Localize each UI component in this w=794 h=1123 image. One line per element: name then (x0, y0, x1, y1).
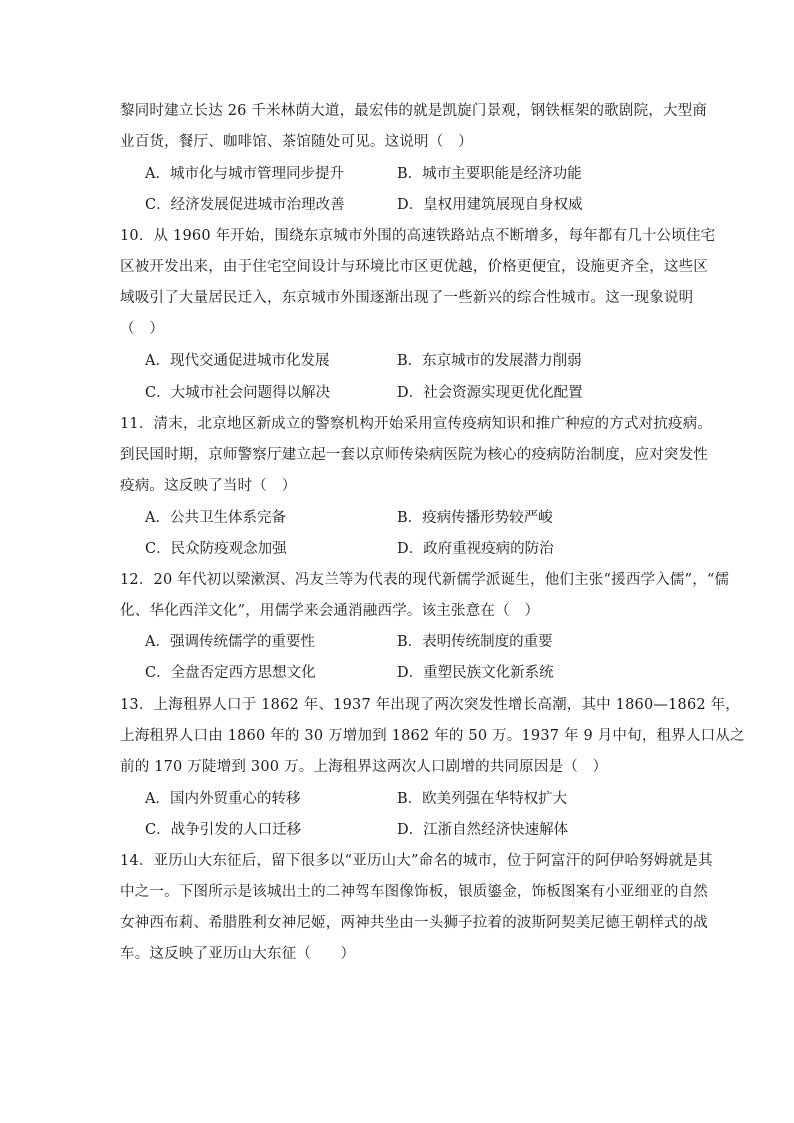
q10-stem-line: 区被开发出来，由于住宅空间设计与环境比市区更优越，价格更便宜，设施更齐全，这些区 (120, 259, 708, 275)
q11-stem-line: 11．清末，北京地区新成立的警察机构开始采用宣传疫病知识和推广种痘的方式对抗疫病。 (120, 416, 713, 432)
q11-option-a[interactable]: A．公共卫生体系完备 (145, 510, 286, 526)
q11-option-d[interactable]: D．政府重视疫病的防治 (397, 541, 554, 557)
q12-option-d[interactable]: D．重塑民族文化新系统 (397, 665, 554, 681)
q14-stem-line: 车。这反映了亚历山大东征（ ） (120, 946, 356, 962)
q10-option-b[interactable]: B．东京城市的发展潜力削弱 (397, 353, 582, 369)
q14-stem-line: 女神西布莉、希腊胜利女神尼姬，两神共坐由一头狮子拉着的波斯阿契美尼德王朝样式的战 (120, 915, 708, 931)
q10-option-d[interactable]: D．社会资源实现更优化配置 (397, 385, 583, 401)
q13-option-a[interactable]: A．国内外贸重心的转移 (145, 791, 301, 807)
q12-option-b[interactable]: B．表明传统制度的重要 (397, 634, 553, 650)
q13-stem-line: 13．上海租界人口于 1862 年、1937 年出现了两次突发性增长高潮，其中 1860—1862 年， (120, 697, 740, 713)
q10-option-a[interactable]: A．现代交通促进城市化发展 (145, 353, 330, 369)
q9-stem-line: 黎同时建立长达 26 千米林荫大道，最宏伟的就是凯旋门景观，钢铁框架的歌剧院，大型商 (120, 103, 708, 119)
q9-option-b[interactable]: B．城市主要职能是经济功能 (397, 166, 582, 182)
q11-option-b[interactable]: B．疫病传播形势较严峻 (397, 510, 553, 526)
q13-option-b[interactable]: B．欧美列强在华特权扩大 (397, 791, 568, 807)
q12-option-c[interactable]: C．全盘否定西方思想文化 (145, 665, 316, 681)
q13-stem-line: 上海租界人口由 1860 年的 30 万增加到 1862 年的 50 万。1937 年 9 月中旬，租界人口从之 (120, 728, 745, 744)
q13-stem-line: 前的 170 万陡增到 300 万。上海租界这两次人口剧增的共同原因是（ ） (120, 759, 608, 775)
q11-stem-line: 到民国时期，京师警察厅建立起一套以京师传染病医院为核心的疫病防治制度，应对突发性 (120, 447, 708, 463)
q12-stem-line: 12．20 年代初以梁漱溟、冯友兰等为代表的现代新儒学派诞生，他们主张“援西学入儒”，“儒 (120, 572, 730, 588)
q9-option-a[interactable]: A．城市化与城市管理同步提升 (145, 166, 344, 182)
q9-option-d[interactable]: D．皇权用建筑展现自身权威 (397, 197, 583, 213)
q9-stem-line: 业百货，餐厅、咖啡馆、茶馆随处可见。这说明（ ） (120, 134, 473, 150)
q10-stem-line: （ ） (120, 321, 165, 337)
q10-stem-line: 10．从 1960 年开始，围绕东京城市外围的高速铁路站点不断增多，每年都有几十公顷住宅 (120, 228, 716, 244)
q11-option-c[interactable]: C．民众防疫观念加强 (145, 541, 287, 557)
q13-option-c[interactable]: C．战争引发的人口迁移 (145, 822, 302, 838)
q14-stem-line: 14．亚历山大东征后，留下很多以“亚历山大”命名的城市，位于阿富汗的阿伊哈努姆就是其 (120, 853, 713, 869)
q11-stem-line: 疫病。这反映了当时（ ） (120, 478, 297, 494)
q12-stem-line: 化、华化西洋文化”，用儒学来会通消融西学。该主张意在（ ） (120, 603, 540, 619)
q10-stem-line: 域吸引了大量居民迁入，东京城市外围逐渐出现了一些新兴的综合性城市。这一现象说明 (120, 290, 694, 306)
q13-option-d[interactable]: D．江浙自然经济快速解体 (397, 822, 569, 838)
q9-option-c[interactable]: C．经济发展促进城市治理改善 (145, 197, 345, 213)
q14-stem-line: 中之一。下图所示是该城出土的二神驾车图像饰板，银质鎏金，饰板图案有小亚细亚的自然 (120, 884, 708, 900)
q10-option-c[interactable]: C．大城市社会问题得以解决 (145, 385, 331, 401)
q12-option-a[interactable]: A．强调传统儒学的重要性 (145, 634, 315, 650)
